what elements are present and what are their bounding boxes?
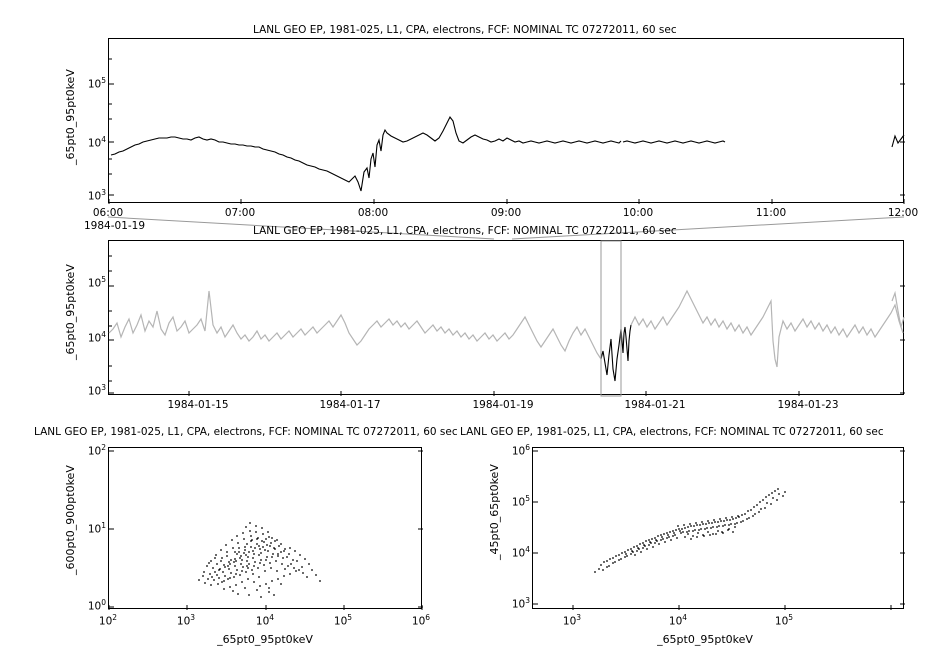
top-ytick-1e5: $10^5$ — [87, 76, 106, 91]
bl-xtick-1e5: $10^5$ — [333, 613, 353, 628]
top-panel-title: LANL GEO EP, 1981-025, L1, CPA, electrons, FCF: NOMINAL TC 07272011, 60 sec — [253, 24, 677, 36]
middle-panel-ylabel: _65pt0_95pt0keV — [64, 264, 77, 360]
br-xtick-1e4: $10^4$ — [668, 613, 688, 628]
top-xtick-0700: 07:00 — [224, 207, 256, 219]
br-ytick-1e3: $10^3$ — [511, 596, 530, 611]
bl-xtick-1e2: $10^2$ — [98, 613, 118, 628]
top-xtick-0800: 08:00 — [357, 207, 389, 219]
top-xtick-1200: 12:00 — [887, 207, 919, 219]
top-date-label: 1984-01-19 — [84, 220, 146, 232]
bottom-right-xlabel: _65pt0_95pt0keV — [657, 633, 753, 646]
top-xtick-1000: 10:00 — [622, 207, 654, 219]
top-panel-ylabel: _65pt0_95pt0keV — [64, 69, 77, 165]
scatter-points-left — [198, 522, 321, 598]
br-ytick-1e4: $10^4$ — [511, 545, 530, 560]
br-ytick-1e6: $10^6$ — [511, 443, 530, 458]
top-xtick-0900: 09:00 — [490, 207, 522, 219]
top-ytick-1e3: $10^3$ — [87, 188, 106, 203]
bottom-left-ylabel: _600pt0_900pt0keV — [64, 465, 77, 575]
middle-xtick-2: 1984-01-19 — [472, 399, 534, 411]
bottom-left-title: LANL GEO EP, 1981-025, L1, CPA, electrons, FCF: NOMINAL TC 07272011, 60 sec — [34, 426, 458, 438]
middle-xtick-0: 1984-01-15 — [167, 399, 229, 411]
br-xtick-1e5: $10^5$ — [774, 613, 794, 628]
top-ytick-1e4: $10^4$ — [87, 135, 106, 150]
bl-ytick-1e2: $10^2$ — [87, 443, 106, 458]
bottom-left-xlabel: _65pt0_95pt0keV — [217, 633, 313, 646]
top-xtick-0600: 06:00 — [92, 207, 124, 219]
middle-panel-title: LANL GEO EP, 1981-025, L1, CPA, electrons, FCF: NOMINAL TC 07272011, 60 sec — [253, 225, 677, 237]
bl-ytick-1e1: $10^1$ — [87, 521, 106, 536]
bottom-right-title: LANL GEO EP, 1981-025, L1, CPA, electrons, FCF: NOMINAL TC 07272011, 60 sec — [460, 426, 884, 438]
br-ytick-1e5: $10^5$ — [511, 494, 530, 509]
middle-ytick-1e4: $10^4$ — [87, 330, 106, 345]
middle-xtick-1: 1984-01-17 — [319, 399, 381, 411]
bottom-right-plot-area[interactable] — [532, 447, 904, 609]
middle-ytick-1e5: $10^5$ — [87, 275, 106, 290]
br-xtick-1e3: $10^3$ — [562, 613, 582, 628]
bottom-right-ylabel: _45pt0_65pt0keV — [488, 464, 501, 560]
bl-xtick-1e6: $10^6$ — [411, 613, 431, 628]
middle-plot-area[interactable] — [108, 240, 904, 395]
bl-xtick-1e4: $10^4$ — [255, 613, 275, 628]
middle-xtick-3: 1984-01-21 — [624, 399, 686, 411]
top-xtick-1100: 11:00 — [755, 207, 787, 219]
scatter-points-right — [594, 488, 786, 573]
top-plot-area[interactable] — [108, 38, 904, 203]
bl-xtick-1e3: $10^3$ — [176, 613, 196, 628]
bottom-left-plot-area[interactable] — [108, 447, 422, 609]
middle-xtick-4: 1984-01-23 — [777, 399, 839, 411]
bl-ytick-1e0: $10^0$ — [87, 598, 106, 613]
middle-ytick-1e3: $10^3$ — [87, 383, 106, 398]
